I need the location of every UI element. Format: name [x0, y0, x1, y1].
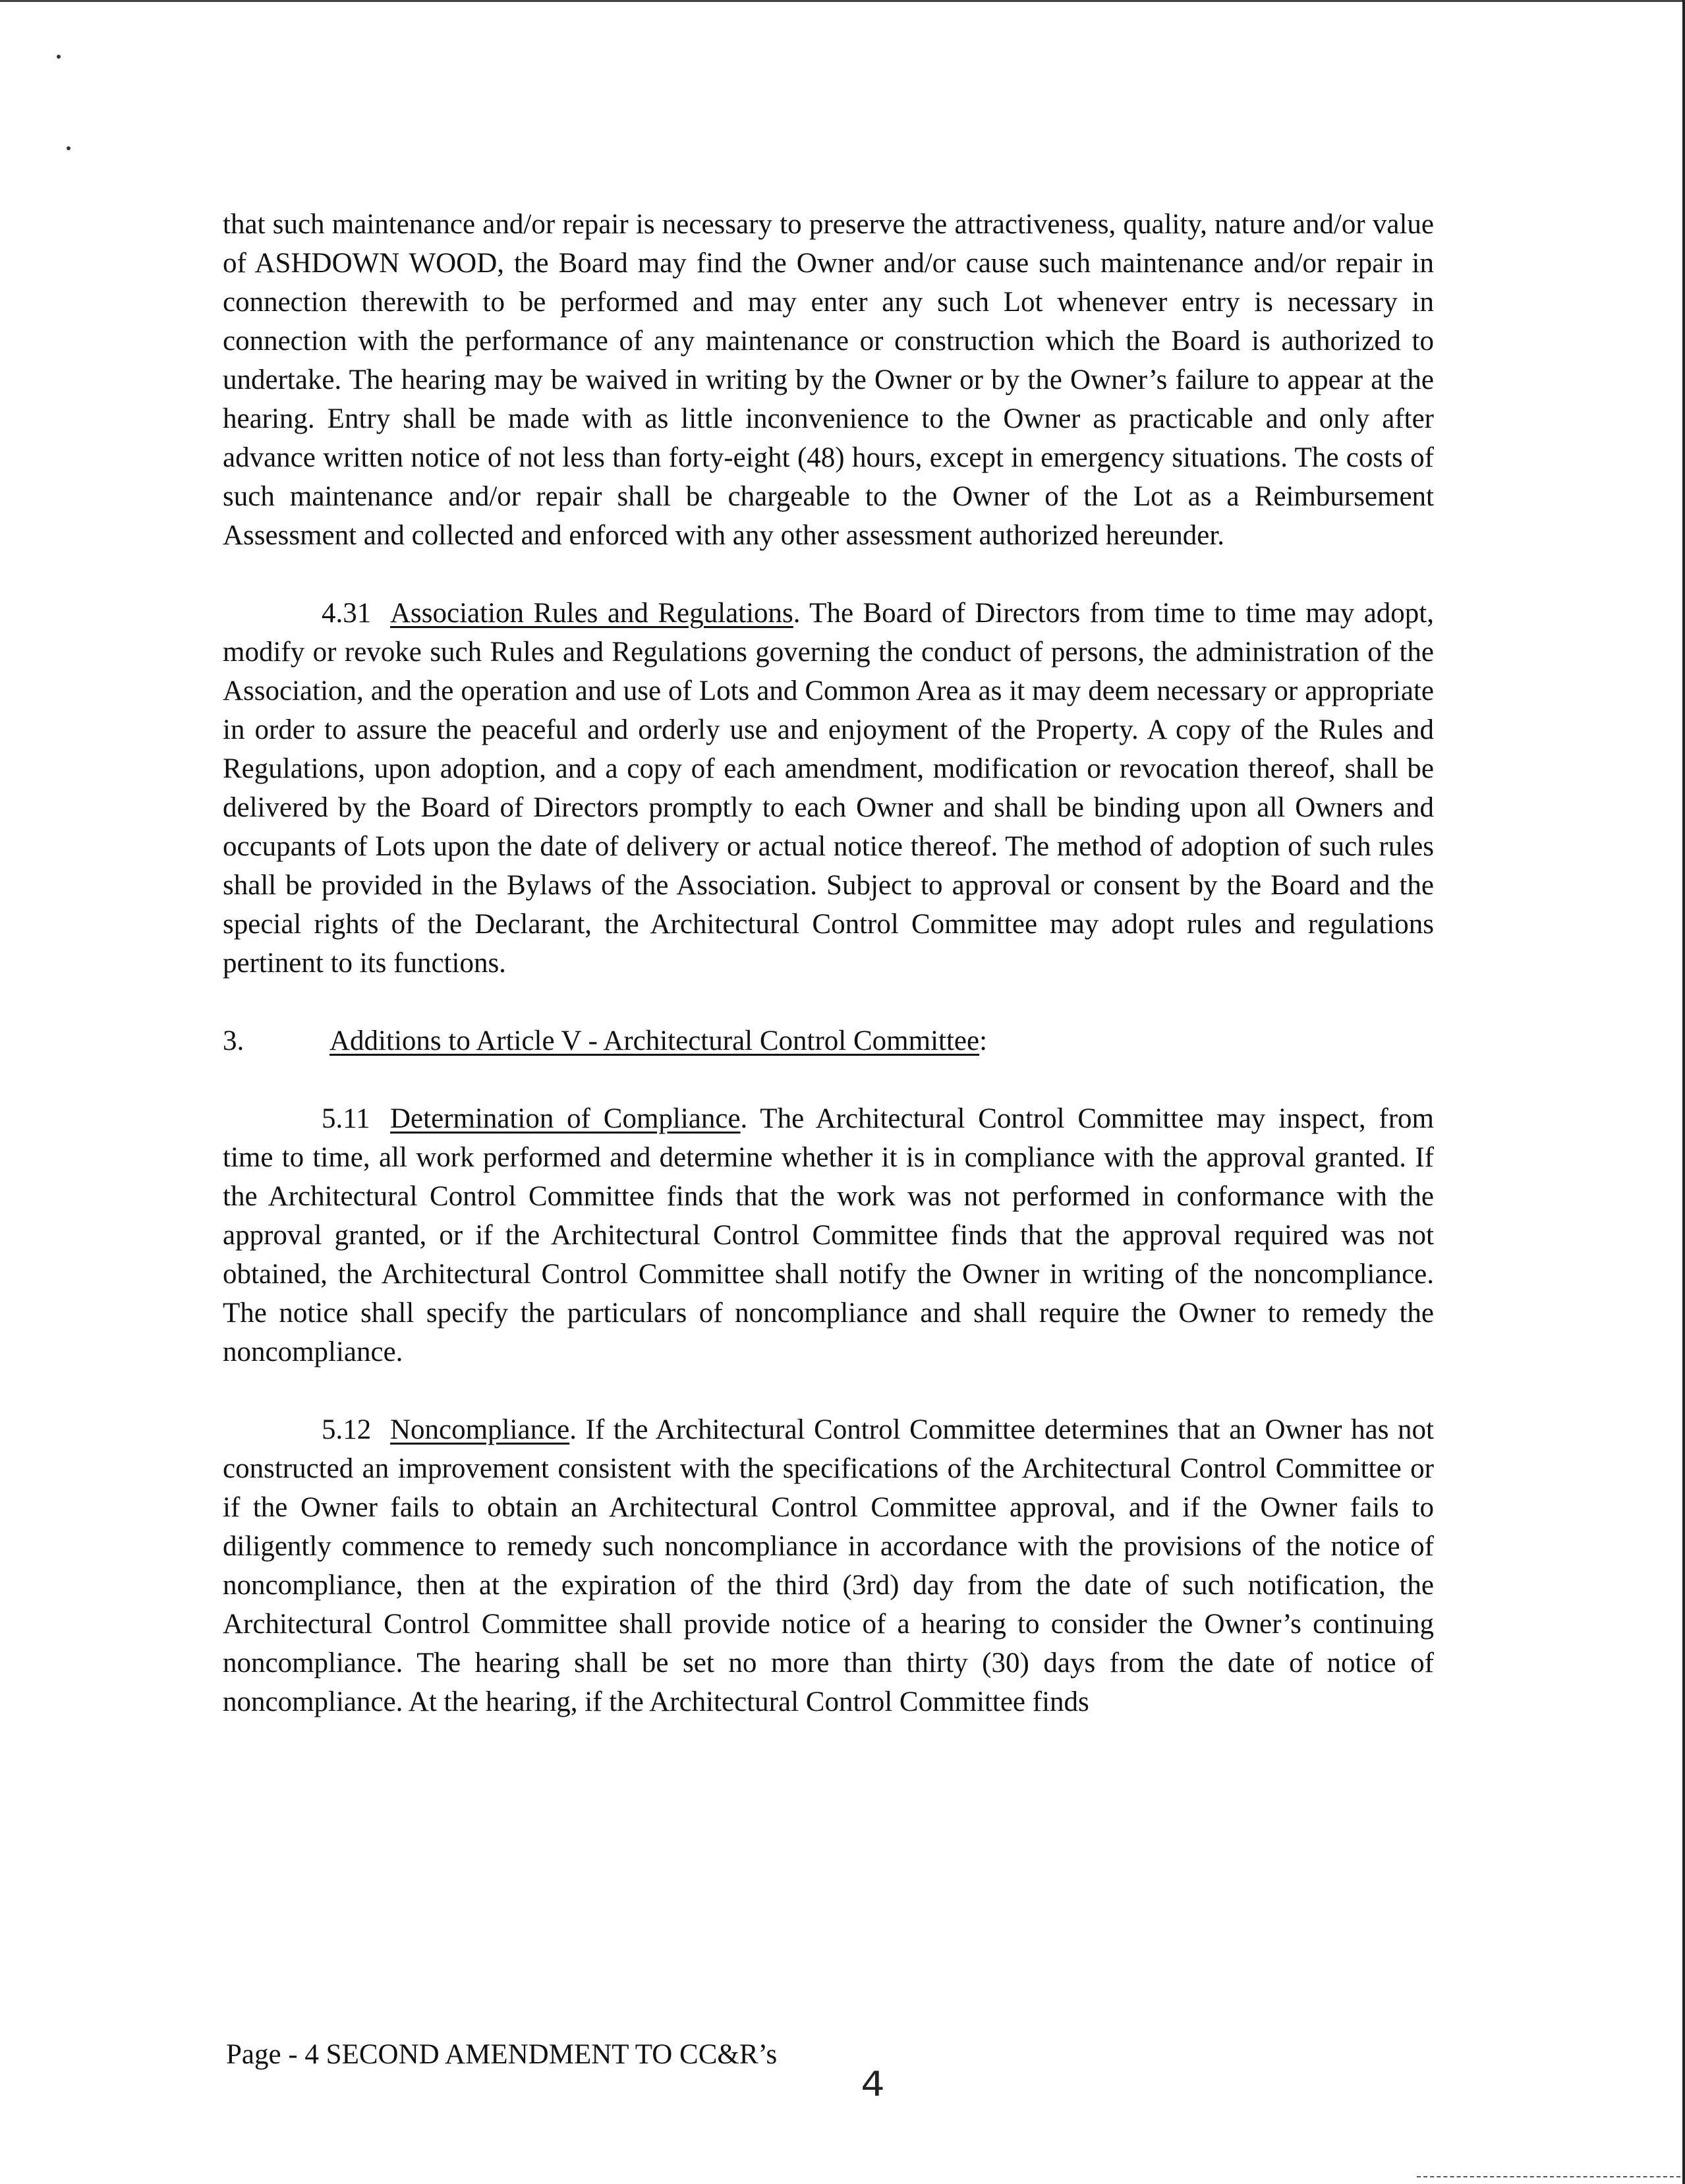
section-number: 5.12 — [322, 1414, 372, 1445]
section-body: . If the Architectural Control Committee determines that an Owner has not constructed an improvement consistent with the specifications of the Architectural Control Committee or if the Owner fails to obtain an Architectural Control Committee approval, and if the Owner fails to diligently commence to remedy such noncompliance in accordance with the provisions of the notice of noncompliance, then at the expiration of the third (3rd) day from the date of such notification, the Architectural Control Committee shall provide notice of a hearing to consider the Owner’s continuing noncompliance. The hearing shall be set no more than thirty (30) days from the date of notice of noncompliance. At the hearing, if the Architectural Control Committee finds — [223, 1414, 1434, 1717]
paragraph-continuation — [223, 205, 1434, 555]
section-number: 5.11 — [322, 1103, 370, 1134]
section-4-31 — [223, 594, 1434, 983]
section-number: 4.31 — [322, 598, 372, 629]
section-5-11 — [223, 1099, 1434, 1371]
heading-number: 3. — [223, 1025, 244, 1056]
article-heading — [223, 1021, 1434, 1060]
scan-edge-bottom — [1417, 2176, 1680, 2179]
heading-suffix: : — [979, 1025, 988, 1056]
paragraph-text: that such maintenance and/or repair is necessary to preserve the attractiveness, quality, nature and/or value of ASHDOWN WOOD, the Board may find the Owner and/or cause such maintenance and/or repair in connection therewith to be performed and may enter any such Lot whenever entry is necessary in connection with the performance of any maintenance or construction which the Board is authorized to undertake. The hearing may be waived in writing by the Owner or by the Owner’s failure to appear at the hearing. Entry shall be made with as little inconvenience to the Owner as practicable and only after advance written notice of not less than forty-eight (48) hours, except in emergency situations. The costs of such maintenance and/or repair shall be chargeable to the Owner of the Lot as a Reimbursement Assessment and collected and enforced with any other assessment authorized hereunder. — [223, 209, 1434, 551]
scan-speck — [57, 55, 61, 59]
section-title: Noncompliance — [390, 1414, 570, 1445]
handwritten-page-number: 4 — [861, 2065, 885, 2104]
scan-speck — [67, 146, 71, 150]
section-title: Association Rules and Regulations — [390, 598, 793, 629]
section-title: Determination of Compliance — [390, 1103, 741, 1134]
scan-edge-right — [1682, 0, 1685, 2184]
section-5-12 — [223, 1410, 1434, 1721]
page-footer: Page - 4 SECOND AMENDMENT TO CC&R’s — [226, 2039, 778, 2070]
section-body: . The Architectural Control Committee may inspect, from time to time, all work performed and determine whether it is in compliance with the approval granted. If the Architectural Control Committee finds that the work was not performed in conformance with the approval granted, or if the Architectural Control Committee finds that the approval required was not obtained, the Architectural Control Committee shall notify the Owner in writing of the noncompliance. The notice shall specify the particulars of noncompliance and shall require the Owner to remedy the noncompliance. — [223, 1103, 1434, 1367]
scan-edge-top — [0, 0, 1685, 2]
section-body: . The Board of Directors from time to time may adopt, modify or revoke such Rules and Regulations governing the conduct of persons, the administration of the Association, and the operation and use of Lots and Common Area as it may deem necessary or appropriate in order to assure the peaceful and orderly use and enjoyment of the Property. A copy of the Rules and Regulations, upon adoption, and a copy of each amendment, modification or revocation thereof, shall be delivered by the Board of Directors promptly to each Owner and shall be binding upon all Owners and occupants of Lots upon the date of delivery or actual notice thereof. The method of adoption of such rules shall be provided in the Bylaws of the Association. Subject to approval or consent by the Board and the special rights of the Declarant, the Architectural Control Committee may adopt rules and regulations pertinent to its functions. — [223, 598, 1434, 979]
document-body — [223, 205, 1434, 1760]
heading-title: Additions to Article V - Architectural Control Committee — [329, 1025, 980, 1056]
